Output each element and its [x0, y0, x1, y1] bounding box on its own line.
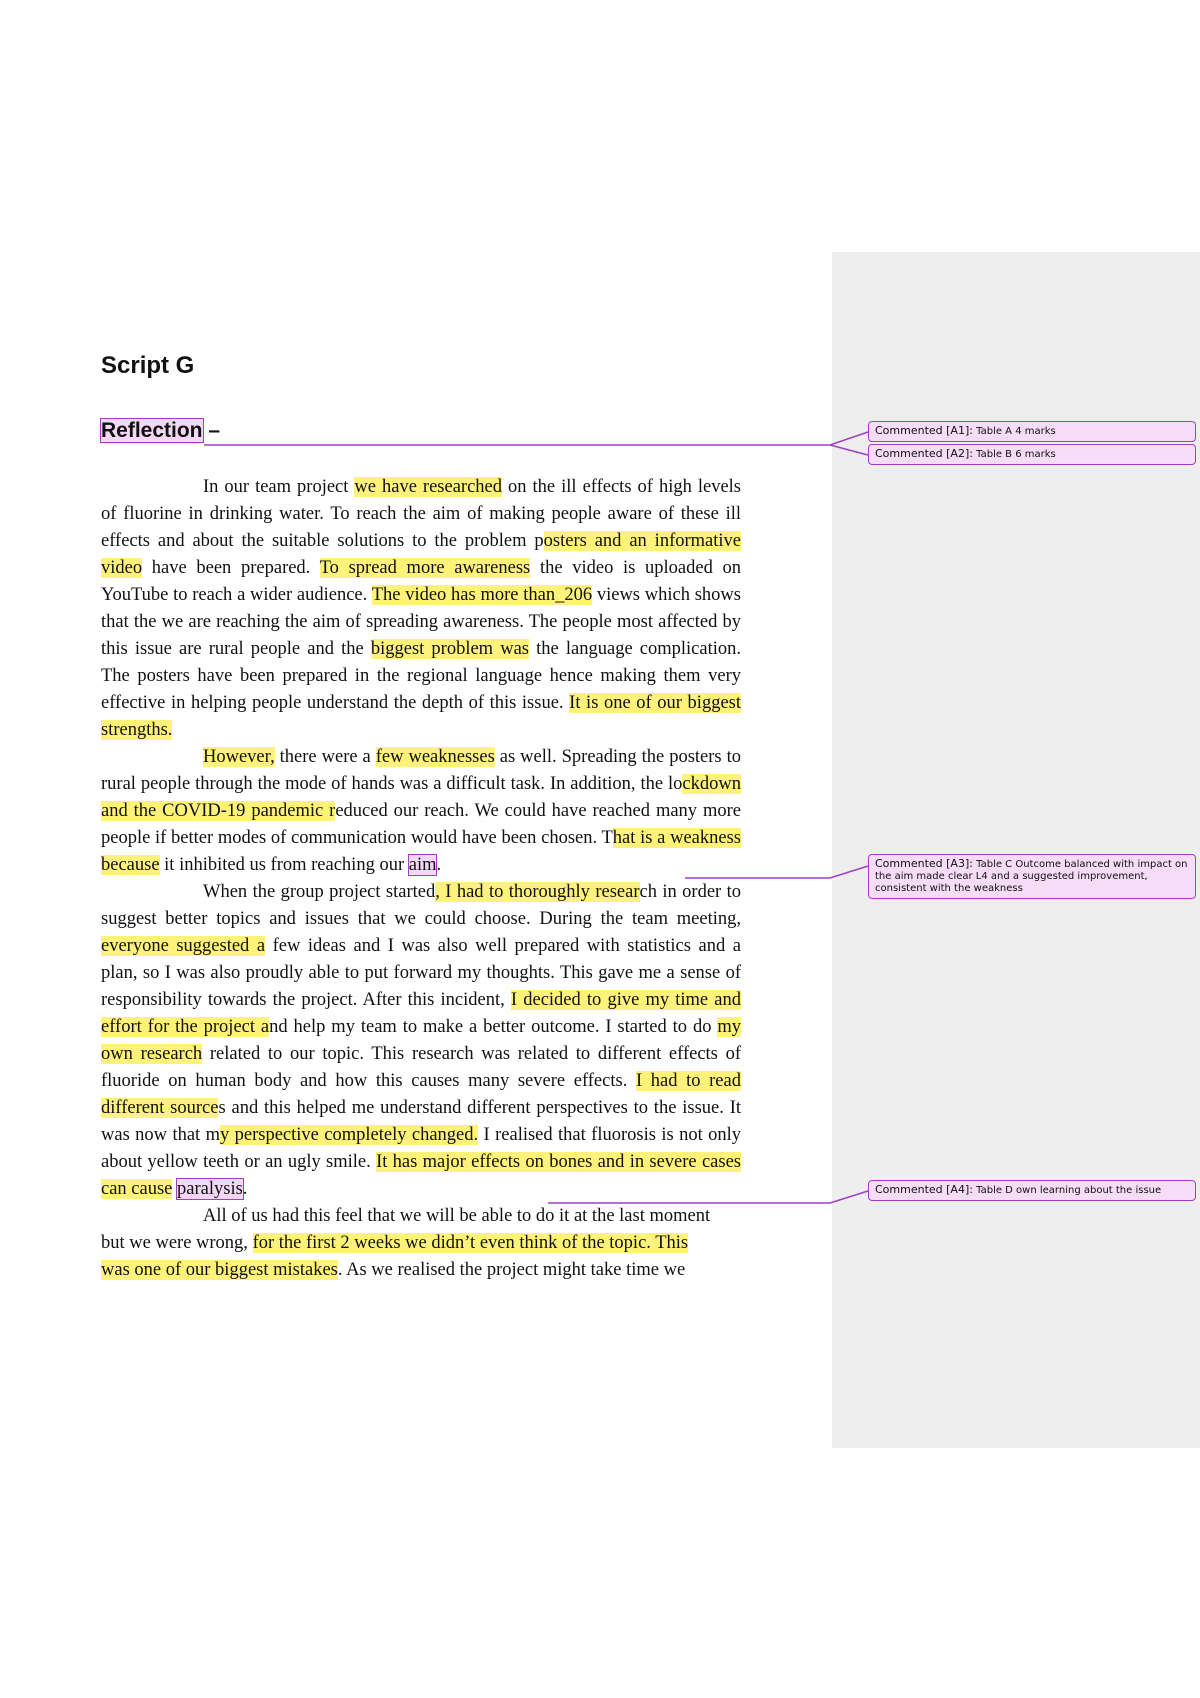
final-line-2-text: but we were wrong,	[101, 1233, 253, 1253]
comment-anchor[interactable]: paralysis	[177, 1179, 243, 1199]
text-run: it inhibited us from reaching our	[159, 855, 409, 875]
highlight: I had to read different source	[101, 1071, 741, 1118]
highlight: However,	[203, 747, 275, 767]
highlight: It has major effects on bones and in severe cases can cause	[101, 1152, 741, 1199]
highlight: few weaknesses	[375, 747, 495, 767]
highlight: y perspective completely changed.	[219, 1125, 479, 1145]
highlight: everyone suggested a	[101, 936, 266, 956]
comment-label: Commented [A4]:	[875, 1183, 973, 1196]
highlight: , I had to thoroughly resear	[435, 882, 640, 902]
text-run: ch in order to suggest better topics and issues that we could choose. During the team meeting,	[101, 882, 741, 929]
text-run: have been prepared.	[142, 558, 320, 578]
text-run: few ideas and I was also well prepared with statistics and a plan, so I was also proudly able to put forward my thoughts. This gave me a sense of responsibility towards the project. After this incident,	[101, 936, 741, 1010]
highlight: The video has more than_206	[371, 585, 593, 605]
text-run: s and this helped me understand different perspectives to the issue. It was now that m	[101, 1098, 741, 1145]
text-run: the video is uploaded on YouTube to reach a wider audience.	[101, 558, 741, 605]
text-run: educed our reach. We could have reached many more people if better modes of communication would have been chosen. T	[101, 801, 741, 848]
document-title: Script G	[101, 352, 195, 379]
text-run: .	[436, 855, 442, 875]
text-run: on the ill effects of high levels of fluorine in drinking water. To reach the aim of making people aware of these ill effects and about the suitable solutions to the problem p	[101, 477, 741, 551]
comment-text: Table C Outcome balanced with impact on the aim made clear L4 and a suggested improvement, consistent with the weakness	[875, 859, 1188, 894]
comment-anchor-heading[interactable]: Reflection	[101, 419, 203, 442]
connector-a2	[830, 445, 868, 455]
heading-suffix: –	[202, 419, 221, 442]
connector-a1-a2	[204, 432, 868, 445]
text-run: When the group project started	[203, 882, 436, 902]
text-run: related to our topic. This research was related to different effects of fluoride on human body and how this causes many severe effects.	[101, 1044, 741, 1091]
final-line-3-text: . As we realised the project might take time we	[337, 1260, 686, 1280]
comment-text: Table D own learning about the issue	[976, 1185, 1162, 1196]
final-line-1: All of us had this feel that we will be able to do it at the last moment	[203, 1206, 711, 1226]
text-run: there were a	[274, 747, 376, 767]
highlight: I decided to give my time and effort for the project a	[101, 990, 741, 1037]
comment-text: Table B 6 marks	[976, 449, 1056, 460]
comment-label: Commented [A2]:	[875, 447, 973, 460]
highlight: hat is a weakness because	[101, 828, 742, 875]
highlight: osters and an informative video	[101, 531, 741, 578]
text-run: as well. Spreading the posters to rural people through the mode of hands was a difficult task. In addition, the lo	[101, 747, 741, 794]
text-run: In our team project	[203, 477, 355, 497]
highlight: biggest problem was	[370, 639, 529, 659]
highlight: my own research	[101, 1017, 741, 1064]
comment-label: Commented [A3]:	[875, 857, 973, 870]
connector-a3	[685, 866, 868, 878]
text-run: the language complication. The posters have been prepared in the regional language hence making them very effective in helping people understand the depth of this issue.	[101, 639, 742, 713]
highlight: ckdown and the COVID-19 pandemic r	[101, 774, 741, 821]
comment-anchor[interactable]: aim	[408, 855, 437, 875]
comment-label: Commented [A1]:	[875, 424, 973, 437]
highlight: for the first 2 weeks we didn’t even think of the topic. This	[252, 1233, 689, 1253]
highlight: It is one of our biggest strengths.	[101, 693, 741, 740]
text-run: nd help my team to make a better outcome. I started to do	[269, 1017, 718, 1037]
text-run: I realised that fluorosis is not only about yellow teeth or an ugly smile.	[101, 1125, 742, 1172]
connector-a4	[548, 1191, 868, 1203]
text-run: views which shows that the we are reaching the aim of spreading awareness. The people most affected by this issue are rural people and the	[101, 585, 741, 659]
comment-text: Table A 4 marks	[976, 426, 1056, 437]
text-run: .	[242, 1179, 248, 1199]
highlight: we have researched	[354, 477, 503, 497]
highlight: was one of our biggest mistakes	[101, 1260, 338, 1280]
highlight: To spread more awareness	[319, 558, 531, 578]
